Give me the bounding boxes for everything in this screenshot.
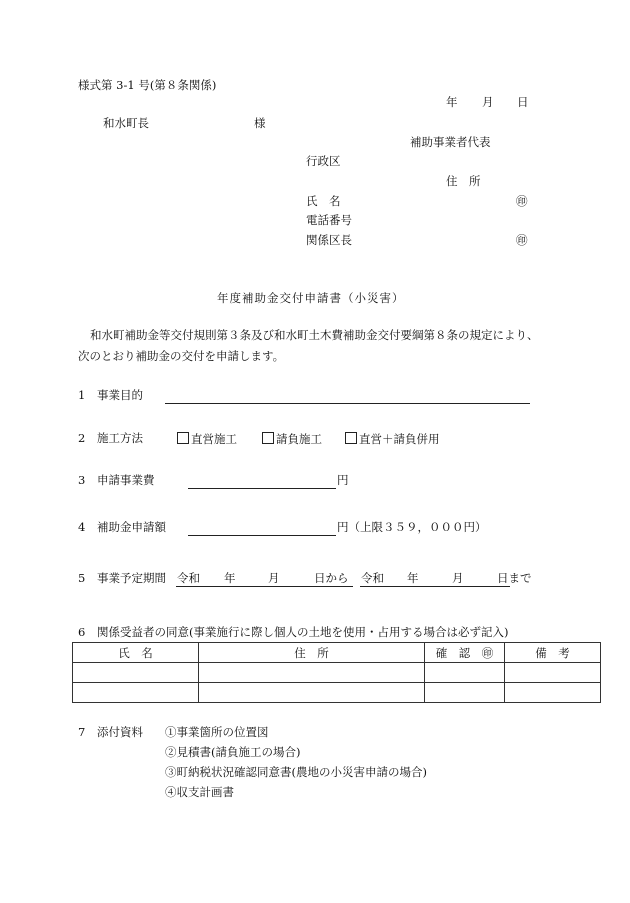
table-cell[interactable] — [505, 663, 601, 683]
item-6-label: 関係受益者の同意(事業施行に際し個人の土地を使用・占用する場合は必ず記入) — [97, 625, 509, 639]
attachment-item-4: ④収支計画書 — [165, 785, 234, 799]
column-header-remarks: 備 考 — [505, 643, 601, 663]
intro-line-1: 和水町補助金等交付規則第３条及び和水町土木費補助金交付要綱第８条の規定により、 — [90, 328, 539, 342]
honorific: 様 — [254, 116, 266, 130]
addressee: 和水町長 — [103, 116, 149, 130]
column-header-confirm: 確 認 ㊞ — [425, 643, 505, 663]
item-4-label: 補助金申請額 — [97, 520, 166, 534]
method-option-combined[interactable]: 直営＋請負併用 — [345, 432, 440, 446]
name-label: 氏 名 — [306, 194, 341, 208]
table-row — [73, 683, 601, 703]
table-cell[interactable] — [425, 683, 505, 703]
table-cell[interactable] — [73, 663, 199, 683]
subsidy-input-line[interactable] — [188, 535, 336, 536]
table-row — [73, 663, 601, 683]
table-cell[interactable] — [199, 663, 425, 683]
district-label: 行政区 — [306, 154, 341, 168]
phone-label: 電話番号 — [306, 213, 352, 227]
table-cell[interactable] — [425, 663, 505, 683]
checkbox-icon[interactable] — [177, 432, 189, 444]
method-option-contract[interactable]: 請負施工 — [262, 432, 322, 446]
end-year-label: 年 — [407, 571, 419, 585]
end-era: 令和 — [361, 571, 384, 585]
item-1-number: 1 — [78, 388, 86, 402]
address-label: 住 所 — [446, 174, 481, 188]
schedule-start-line[interactable] — [176, 586, 353, 587]
document-title: 年度補助金交付申請書（小災害） — [217, 291, 405, 305]
table-cell[interactable] — [73, 683, 199, 703]
consent-table — [72, 642, 601, 703]
end-day-label: 日まで — [497, 571, 532, 585]
item-3-label: 申請事業費 — [97, 473, 155, 487]
item-4-number: 4 — [78, 520, 86, 534]
start-era: 令和 — [177, 571, 200, 585]
cost-unit: 円 — [337, 473, 349, 487]
table-cell[interactable] — [505, 683, 601, 703]
table-cell[interactable] — [199, 683, 425, 703]
item-5-number: 5 — [78, 571, 86, 585]
date-month-label: 月 — [482, 95, 494, 109]
seal-mark-district-head: ㊞ — [516, 233, 528, 247]
attachment-item-2: ②見積書(請負施工の場合) — [165, 745, 301, 759]
column-header-address: 住 所 — [199, 643, 425, 663]
cost-input-line[interactable] — [188, 488, 336, 489]
district-head-label: 関係区長 — [306, 233, 352, 247]
item-3-number: 3 — [78, 473, 86, 487]
attachment-item-3: ③町納税状況確認同意書(農地の小災害申請の場合) — [165, 765, 427, 779]
checkbox-icon[interactable] — [345, 432, 357, 444]
item-2-number: 2 — [78, 431, 86, 445]
subsidy-unit: 円（上限３５９，０００円） — [337, 520, 487, 534]
table-header-row — [73, 643, 601, 663]
item-7-label: 添付資料 — [97, 725, 143, 739]
purpose-input-line[interactable] — [165, 403, 530, 404]
representative-title: 補助事業者代表 — [410, 135, 491, 149]
seal-mark-name: ㊞ — [516, 194, 528, 208]
date-day-label: 日 — [517, 95, 529, 109]
start-day-label: 日から — [314, 571, 349, 585]
intro-line-2: 次のとおり補助金の交付を申請します。 — [78, 349, 285, 363]
attachment-item-1: ①事業箇所の位置図 — [165, 725, 269, 739]
start-month-label: 月 — [268, 571, 280, 585]
item-5-label: 事業予定期間 — [97, 571, 166, 585]
item-1-label: 事業目的 — [97, 388, 143, 402]
date-year-label: 年 — [446, 95, 458, 109]
method-option-direct[interactable]: 直営施工 — [177, 432, 237, 446]
item-7-number: 7 — [78, 725, 86, 739]
form-number: 様式第 3-1 号(第８条関係) — [78, 78, 217, 92]
checkbox-icon[interactable] — [262, 432, 274, 444]
end-month-label: 月 — [452, 571, 464, 585]
item-2-label: 施工方法 — [97, 431, 143, 445]
start-year-label: 年 — [224, 571, 236, 585]
item-6-number: 6 — [78, 625, 86, 639]
column-header-name: 氏 名 — [73, 643, 199, 663]
schedule-end-line[interactable] — [360, 586, 510, 587]
